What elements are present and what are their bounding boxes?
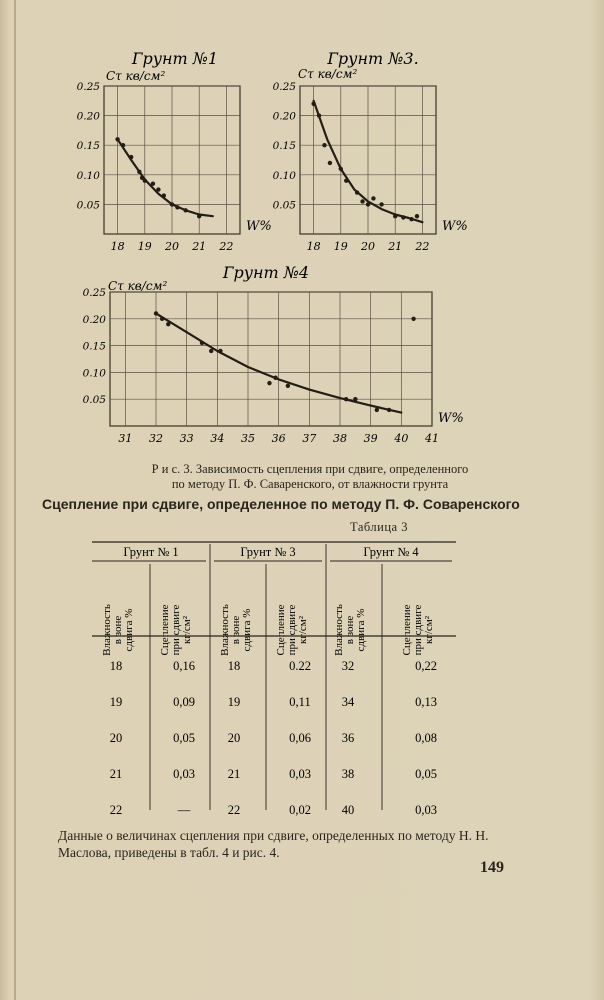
chart-2 bbox=[273, 49, 468, 253]
data-point bbox=[156, 187, 160, 191]
y-tick-label: 0.15 bbox=[272, 140, 296, 153]
x-tick-label: 38 bbox=[333, 432, 347, 445]
column-header-line: при сдвиге bbox=[170, 604, 182, 656]
x-tick-label: 18 bbox=[306, 240, 321, 253]
data-point bbox=[218, 349, 222, 353]
y-axis-label: Cτ кв/см² bbox=[108, 279, 168, 293]
x-tick-label: 36 bbox=[271, 432, 286, 445]
table-cell: 18 bbox=[109, 659, 123, 673]
column-header-line: при сдвиге bbox=[286, 604, 298, 656]
table-cell: 0,02 bbox=[289, 803, 311, 817]
column-header-line: Сцепление bbox=[401, 604, 413, 656]
data-point bbox=[371, 196, 375, 200]
data-point bbox=[360, 199, 364, 203]
data-point bbox=[162, 193, 166, 197]
table-cell: 0,03 bbox=[173, 767, 195, 781]
table-cell: 0.22 bbox=[289, 659, 311, 673]
column-header-line: сдвига % bbox=[355, 608, 367, 652]
page-number: 149 bbox=[480, 859, 504, 876]
table-cell: 34 bbox=[341, 695, 355, 709]
data-point bbox=[137, 170, 141, 174]
x-tick-label: 37 bbox=[302, 432, 317, 445]
column-header-line: кг/см² bbox=[297, 615, 309, 645]
data-point bbox=[311, 102, 315, 106]
table-cell: — bbox=[177, 803, 191, 817]
column-header-line: кг/см² bbox=[423, 615, 435, 645]
table-cell: 36 bbox=[341, 731, 355, 745]
column-header-line: Влажность bbox=[333, 604, 345, 656]
data-point bbox=[379, 202, 383, 206]
data-point bbox=[200, 341, 204, 345]
data-point bbox=[121, 143, 125, 147]
data-point bbox=[143, 179, 147, 183]
group-header-3: Грунт № 4 bbox=[363, 545, 419, 559]
chart-title: Грунт №1 bbox=[131, 49, 219, 68]
header-cohesion bbox=[275, 604, 309, 655]
data-point bbox=[401, 215, 405, 219]
body-paragraph: Данные о величинах сцепления при сдвиге, определенных по методу Н. Н. Маслова, приведены в табл. 4 и рис. 4. bbox=[58, 828, 489, 860]
x-tick-label: 19 bbox=[333, 240, 348, 253]
data-point bbox=[393, 214, 397, 218]
data-point bbox=[273, 376, 277, 380]
header-moisture bbox=[101, 604, 135, 656]
data-point bbox=[415, 214, 419, 218]
x-tick-label: 22 bbox=[219, 240, 234, 253]
x-tick-label: 19 bbox=[137, 240, 152, 253]
table-cell: 0,08 bbox=[415, 731, 437, 745]
x-tick-label: 39 bbox=[363, 432, 378, 445]
y-axis-label: Cτ кв/см² bbox=[106, 69, 166, 83]
x-tick-label: 21 bbox=[388, 240, 403, 253]
y-axis-label: Cτ кв/см² bbox=[298, 67, 358, 81]
x-axis-label: W% bbox=[442, 219, 468, 234]
y-tick-label: 0.20 bbox=[272, 110, 296, 123]
column-header-line: в зоне bbox=[344, 615, 356, 645]
header-moisture bbox=[333, 604, 367, 656]
column-header-line: в зоне bbox=[112, 615, 124, 645]
data-point bbox=[344, 179, 348, 183]
x-tick-label: 34 bbox=[210, 432, 225, 445]
chart-3 bbox=[83, 263, 464, 445]
y-tick-label: 0.10 bbox=[272, 169, 296, 182]
table-cell: 0,05 bbox=[173, 731, 195, 745]
y-tick-label: 0.15 bbox=[82, 340, 106, 353]
x-tick-label: 41 bbox=[425, 432, 439, 445]
table-cell: 0,03 bbox=[289, 767, 311, 781]
group-header-2: Грунт № 3 bbox=[240, 545, 296, 559]
table-label: Таблица 3 bbox=[350, 520, 408, 534]
x-axis-label: W% bbox=[246, 219, 272, 234]
y-tick-label: 0.10 bbox=[82, 367, 106, 380]
caption-line-1: Р и с. 3. Зависимость сцепления при сдвиге, определенного bbox=[151, 462, 469, 476]
data-point bbox=[267, 381, 271, 385]
data-point bbox=[353, 397, 357, 401]
data-point bbox=[411, 317, 415, 321]
table-cell: 40 bbox=[341, 803, 355, 817]
section-heading: Сцепление при сдвиге, определенное по методу П. Ф. Соваренского bbox=[42, 496, 520, 512]
data-point bbox=[115, 137, 119, 141]
data-point bbox=[209, 349, 213, 353]
data-point bbox=[160, 317, 164, 321]
data-point bbox=[366, 202, 370, 206]
x-tick-label: 32 bbox=[149, 432, 163, 445]
chart-1 bbox=[77, 49, 272, 253]
y-tick-label: 0.05 bbox=[82, 394, 106, 407]
table-cell: 21 bbox=[227, 767, 241, 781]
y-tick-label: 0.20 bbox=[76, 110, 100, 123]
figure-caption bbox=[70, 462, 550, 492]
table-cell: 32 bbox=[341, 659, 355, 673]
column-header-line: кг/см² bbox=[181, 615, 193, 645]
data-point bbox=[344, 397, 348, 401]
data-point bbox=[286, 384, 290, 388]
x-tick-label: 20 bbox=[361, 240, 375, 253]
y-tick-label: 0.05 bbox=[76, 199, 100, 212]
data-point bbox=[129, 155, 133, 159]
table-cell: 0,05 bbox=[415, 767, 437, 781]
x-tick-label: 20 bbox=[165, 240, 179, 253]
data-point bbox=[166, 322, 170, 326]
column-header-line: Влажность bbox=[219, 604, 231, 656]
data-point bbox=[151, 181, 155, 185]
column-header-line: сдвига % bbox=[123, 608, 135, 652]
chart-frame bbox=[110, 292, 432, 426]
table-cell: 0,03 bbox=[415, 803, 437, 817]
figure-3 bbox=[0, 0, 604, 462]
x-tick-label: 33 bbox=[179, 432, 194, 445]
column-header-line: при сдвиге bbox=[412, 604, 424, 656]
chart-title: Грунт №4 bbox=[222, 263, 310, 282]
data-point bbox=[322, 143, 326, 147]
data-point bbox=[154, 311, 158, 315]
x-tick-label: 22 bbox=[415, 240, 430, 253]
data-point bbox=[183, 208, 187, 212]
table-cell: 20 bbox=[227, 731, 241, 745]
table-cell: 0,22 bbox=[415, 659, 437, 673]
data-point bbox=[170, 202, 174, 206]
y-tick-label: 0.15 bbox=[76, 140, 100, 153]
table-cell: 38 bbox=[341, 767, 355, 781]
y-tick-label: 0.25 bbox=[272, 81, 296, 93]
x-tick-label: 35 bbox=[241, 432, 255, 445]
x-tick-label: 21 bbox=[192, 240, 207, 253]
y-tick-label: 0.25 bbox=[76, 81, 100, 93]
data-point bbox=[387, 408, 391, 412]
table-cell: 20 bbox=[109, 731, 123, 745]
chart-title: Грунт №3. bbox=[327, 49, 419, 68]
column-header-line: Сцепление bbox=[159, 604, 171, 656]
table-cell: 21 bbox=[109, 767, 123, 781]
y-tick-label: 0.20 bbox=[82, 313, 106, 326]
group-header-1: Грунт № 1 bbox=[123, 545, 179, 559]
table-cell: 22 bbox=[227, 803, 241, 817]
column-header-line: сдвига % bbox=[241, 608, 253, 652]
data-point bbox=[339, 167, 343, 171]
header-cohesion bbox=[401, 604, 435, 655]
y-tick-label: 0.25 bbox=[82, 287, 106, 299]
column-header-line: в зоне bbox=[230, 615, 242, 645]
data-point bbox=[175, 205, 179, 209]
data-point bbox=[355, 190, 359, 194]
data-point bbox=[409, 217, 413, 221]
y-tick-label: 0.10 bbox=[76, 169, 100, 182]
table-cell: 0,13 bbox=[415, 695, 437, 709]
table-cell: 22 bbox=[109, 803, 123, 817]
column-header-line: Сцепление bbox=[275, 604, 287, 656]
data-point bbox=[197, 214, 201, 218]
data-point bbox=[317, 113, 321, 117]
table-cell: 0,16 bbox=[173, 659, 195, 673]
x-tick-label: 40 bbox=[394, 432, 409, 445]
table-cell: 19 bbox=[109, 695, 123, 709]
x-tick-label: 31 bbox=[118, 432, 133, 445]
header-moisture bbox=[219, 604, 253, 656]
caption-line-2: по методу П. Ф. Саваренского, от влажности грунта bbox=[171, 477, 449, 491]
data-point bbox=[328, 161, 332, 165]
table-cell: 0,11 bbox=[289, 695, 311, 709]
table-cell: 18 bbox=[227, 659, 241, 673]
header-cohesion bbox=[159, 604, 193, 655]
x-tick-label: 18 bbox=[110, 240, 125, 253]
x-axis-label: W% bbox=[438, 411, 464, 426]
data-point bbox=[375, 408, 379, 412]
column-header-line: Влажность bbox=[101, 604, 113, 656]
table-cell: 19 bbox=[227, 695, 241, 709]
data-table bbox=[0, 530, 604, 830]
y-tick-label: 0.05 bbox=[272, 199, 296, 212]
table-cell: 0,09 bbox=[173, 695, 195, 709]
table-cell: 0,06 bbox=[289, 731, 311, 745]
